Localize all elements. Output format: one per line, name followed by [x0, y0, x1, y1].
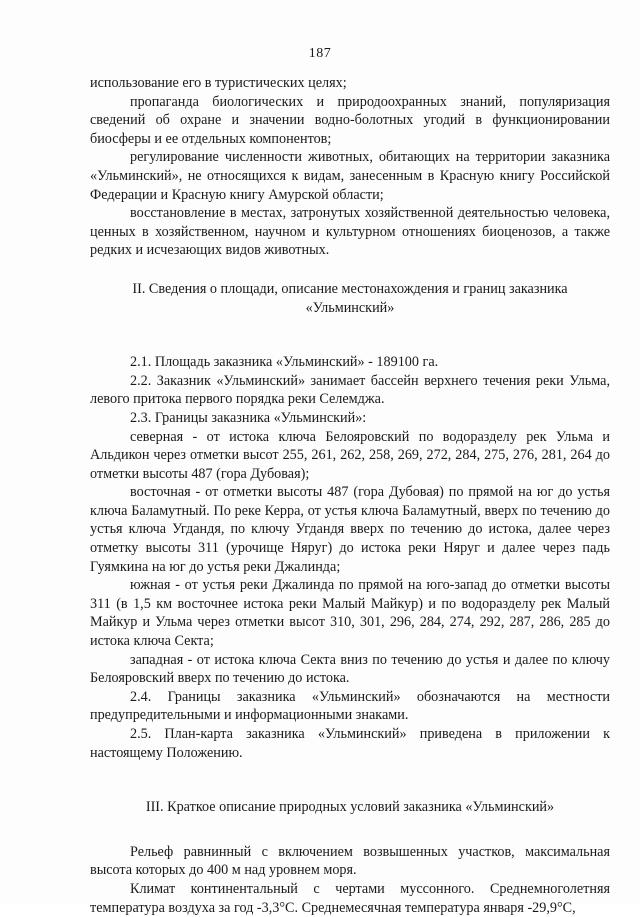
paragraph: 2.2. Заказник «Ульминский» занимает бассейн верхнего течения реки Ульма, левого притока первого порядка реки Селемджа. — [90, 372, 610, 408]
section-heading-2-line-1: II. Сведения о площади, описание местонахождения и границ заказника — [132, 280, 568, 297]
paragraph: 2.3. Границы заказника «Ульминский»: — [130, 409, 367, 426]
paragraph: западная - от истока ключа Секта вниз по течению до устья и далее по ключу Белояровский вверх по течению до истока. — [90, 651, 610, 687]
paragraph: восстановление в местах, затронутых хозяйственной деятельностью человека, ценных в хозяйственном, научном и культурном отношениях биоценозов, а также редких и исчезающих видов животных. — [90, 205, 610, 259]
paragraph: регулирование численности животных, обитающих на территории заказника «Ульминский», не относящихся к видам, занесенным в Красную книгу Российской Федерации и Красную книгу Амурской области; — [90, 149, 610, 203]
page-number: 187 — [308, 46, 332, 61]
paragraph: 2.5. План-карта заказника «Ульминский» приведена в приложении к настоящему Положению. — [90, 726, 610, 761]
section-heading-2-line-2: «Ульминский» — [305, 299, 395, 316]
document-body — [90, 74, 610, 917]
paragraph: 2.4. Границы заказника «Ульминский» обозначаются на местности предупредительными и информационными знаками. — [90, 688, 610, 724]
paragraph: Рельеф равнинный с включением возвышенных участков, максимальная высота которых до 400 м над уровнем моря. — [90, 843, 610, 879]
paragraph: северная - от истока ключа Белояровский по водоразделу рек Ульма и Альдикон через отметки высот 255, 261, 262, 258, 269, 272, 284, 275, 276, 281, 264 до отметки высоты 487 (гора Дубовая); — [90, 428, 610, 482]
paragraph: восточная - от отметки высоты 487 (гора Дубовая) по прямой на юг до устья ключа Баламутный. По реке Керра, от устья ключа Баламутный, вверх по течению до устья ключа Угдандя, по ключу Угдандя вверх по течению до истока, далее через отметку высоты 311 (урочище Няруг) до истока реки Няруг и далее через падь Гуямкина на юг до устья реки Джалинда; — [90, 484, 610, 575]
paragraph: использование его в туристических целях; — [90, 75, 347, 91]
section-heading-3: III. Краткое описание природных условий заказника «Ульминский» — [145, 799, 555, 816]
paragraph: 2.1. Площадь заказника «Ульминский» - 189100 га. — [130, 354, 439, 371]
paragraph: Климат континентальный с чертами муссонного. Среднемноголетняя температура воздуха за год -3,3°C. Среднемесячная температура января -29,9°C, — [90, 880, 610, 916]
paragraph: пропаганда биологических и природоохранных знаний, популяризация сведений об охране и значении водно-болотных угодий в функционировании биосферы и ее отдельных компонентов; — [90, 93, 610, 147]
paragraph: южная - от устья реки Джалинда по прямой на юго-запад до отметки высоты 311 (в 1,5 км восточнее истока реки Малый Майкур) и по водоразделу рек Малый Майкур и Ульма через отметки высот 310, 301, 296, 284, 274, 292, 287, 286, 285 до истока ключа Секта; — [90, 577, 610, 650]
